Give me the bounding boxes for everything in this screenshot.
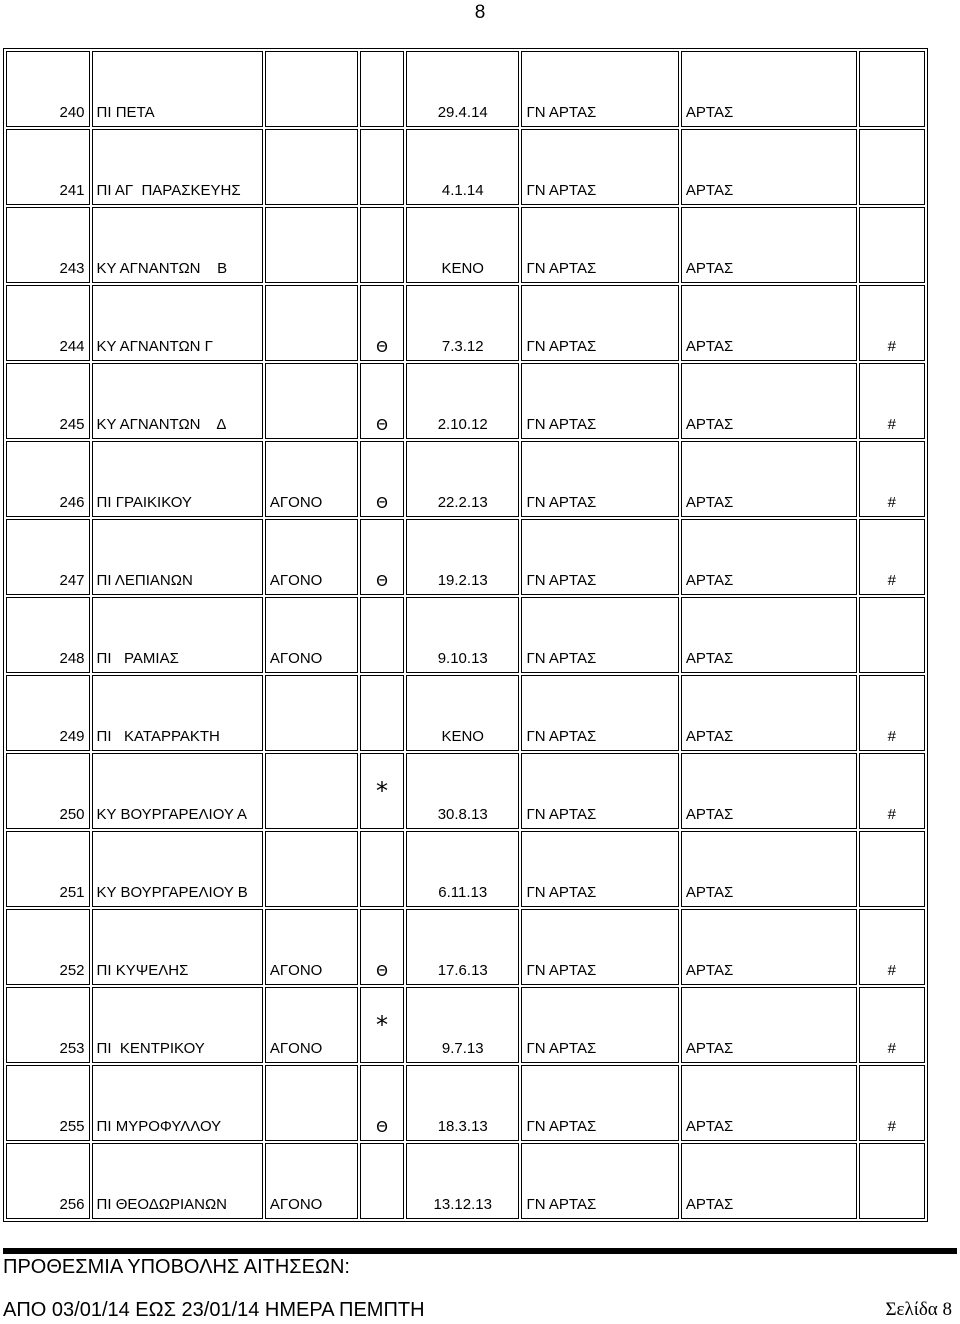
table-row xyxy=(6,675,925,751)
region-cell: ΑΡΤΑΣ xyxy=(681,363,857,439)
status-cell xyxy=(265,51,358,127)
table-row xyxy=(6,441,925,517)
authority-cell: ΓΝ ΑΡΤΑΣ xyxy=(521,675,678,751)
table-row xyxy=(6,597,925,673)
region-cell: ΑΡΤΑΣ xyxy=(681,519,857,595)
mark-symbol: Θ xyxy=(360,909,404,985)
region-cell: ΑΡΤΑΣ xyxy=(681,1065,857,1141)
row-id: 248 xyxy=(6,597,90,673)
facility-name: ΠΙ ΓΡΑΙΚΙΚΟΥ xyxy=(92,441,263,517)
row-id: 245 xyxy=(6,363,90,439)
table-row xyxy=(6,129,925,205)
status-cell: ΑΓΟΝΟ xyxy=(265,519,358,595)
authority-cell: ΓΝ ΑΡΤΑΣ xyxy=(521,363,678,439)
facility-name: ΠΙ ΘΕΟΔΩΡΙΑΝΩΝ xyxy=(92,1143,263,1219)
date-cell: 22.2.13 xyxy=(406,441,520,517)
facility-name: ΠΙ ΚΑΤΑΡΡΑΚΤΗ xyxy=(92,675,263,751)
mark-symbol: * xyxy=(360,987,404,1063)
status-cell: ΑΓΟΝΟ xyxy=(265,909,358,985)
mark-symbol xyxy=(360,129,404,205)
authority-cell: ΓΝ ΑΡΤΑΣ xyxy=(521,207,678,283)
status-cell: ΑΓΟΝΟ xyxy=(265,597,358,673)
flag-cell: # xyxy=(859,519,925,595)
row-id: 247 xyxy=(6,519,90,595)
deadline-title: ΠΡΟΘΕΣΜΙΑ ΥΠΟΒΟΛΗΣ ΑΙΤΗΣΕΩΝ: xyxy=(3,1256,350,1278)
date-cell: 2.10.12 xyxy=(406,363,520,439)
status-cell xyxy=(265,207,358,283)
row-id: 246 xyxy=(6,441,90,517)
row-id: 256 xyxy=(6,1143,90,1219)
table-row xyxy=(6,51,925,127)
facility-name: ΠΙ ΑΓ ΠΑΡΑΣΚΕΥΗΣ xyxy=(92,129,263,205)
mark-symbol: Θ xyxy=(360,363,404,439)
date-cell: 30.8.13 xyxy=(406,753,520,829)
region-cell: ΑΡΤΑΣ xyxy=(681,1143,857,1219)
region-cell: ΑΡΤΑΣ xyxy=(681,207,857,283)
flag-cell: # xyxy=(859,363,925,439)
flag-cell xyxy=(859,129,925,205)
mark-symbol xyxy=(360,597,404,673)
authority-cell: ΓΝ ΑΡΤΑΣ xyxy=(521,1143,678,1219)
region-cell: ΑΡΤΑΣ xyxy=(681,909,857,985)
row-id: 244 xyxy=(6,285,90,361)
facility-name: ΠΙ ΡΑΜΙΑΣ xyxy=(92,597,263,673)
row-id: 243 xyxy=(6,207,90,283)
authority-cell: ΓΝ ΑΡΤΑΣ xyxy=(521,987,678,1063)
region-cell: ΑΡΤΑΣ xyxy=(681,285,857,361)
mark-symbol xyxy=(360,1143,404,1219)
row-id: 240 xyxy=(6,51,90,127)
flag-cell xyxy=(859,831,925,907)
facility-name: ΚΥ ΑΓΝΑΝΤΩΝ Β xyxy=(92,207,263,283)
date-cell: 7.3.12 xyxy=(406,285,520,361)
date-cell: 19.2.13 xyxy=(406,519,520,595)
authority-cell: ΓΝ ΑΡΤΑΣ xyxy=(521,1065,678,1141)
status-cell xyxy=(265,1065,358,1141)
flag-cell: # xyxy=(859,987,925,1063)
date-cell: 17.6.13 xyxy=(406,909,520,985)
flag-cell xyxy=(859,597,925,673)
status-cell xyxy=(265,363,358,439)
table-row xyxy=(6,831,925,907)
table-row xyxy=(6,285,925,361)
date-cell: 18.3.13 xyxy=(406,1065,520,1141)
mark-symbol: Θ xyxy=(360,285,404,361)
row-id: 253 xyxy=(6,987,90,1063)
table-row xyxy=(6,753,925,829)
mark-symbol: Θ xyxy=(360,1065,404,1141)
region-cell: ΑΡΤΑΣ xyxy=(681,51,857,127)
row-id: 241 xyxy=(6,129,90,205)
mark-symbol: Θ xyxy=(360,519,404,595)
status-cell xyxy=(265,129,358,205)
flag-cell xyxy=(859,51,925,127)
row-id: 255 xyxy=(6,1065,90,1141)
authority-cell: ΓΝ ΑΡΤΑΣ xyxy=(521,753,678,829)
footer-divider xyxy=(3,1248,957,1253)
region-cell: ΑΡΤΑΣ xyxy=(681,597,857,673)
mark-symbol: * xyxy=(360,753,404,829)
authority-cell: ΓΝ ΑΡΤΑΣ xyxy=(521,285,678,361)
authority-cell: ΓΝ ΑΡΤΑΣ xyxy=(521,831,678,907)
authority-cell: ΓΝ ΑΡΤΑΣ xyxy=(521,597,678,673)
positions-table xyxy=(3,48,928,1222)
row-id: 251 xyxy=(6,831,90,907)
flag-cell: # xyxy=(859,441,925,517)
mark-symbol xyxy=(360,51,404,127)
flag-cell xyxy=(859,1143,925,1219)
facility-name: ΠΙ ΚΕΝΤΡΙΚΟΥ xyxy=(92,987,263,1063)
date-cell: 9.10.13 xyxy=(406,597,520,673)
page-number: 8 xyxy=(474,2,486,23)
region-cell: ΑΡΤΑΣ xyxy=(681,753,857,829)
region-cell: ΑΡΤΑΣ xyxy=(681,129,857,205)
deadline-range: ΑΠΟ 03/01/14 ΕΩΣ 23/01/14 ΗΜΕΡΑ ΠΕΜΠΤΗ xyxy=(3,1299,425,1321)
facility-name: ΠΙ ΜΥΡΟΦΥΛΛΟΥ xyxy=(92,1065,263,1141)
authority-cell: ΓΝ ΑΡΤΑΣ xyxy=(521,129,678,205)
mark-symbol xyxy=(360,675,404,751)
region-cell: ΑΡΤΑΣ xyxy=(681,441,857,517)
mark-symbol xyxy=(360,831,404,907)
authority-cell: ΓΝ ΑΡΤΑΣ xyxy=(521,441,678,517)
status-cell: ΑΓΟΝΟ xyxy=(265,1143,358,1219)
facility-name: ΠΙ ΠΕΤΑ xyxy=(92,51,263,127)
status-cell: ΑΓΟΝΟ xyxy=(265,987,358,1063)
table-row xyxy=(6,1065,925,1141)
status-cell xyxy=(265,285,358,361)
region-cell: ΑΡΤΑΣ xyxy=(681,675,857,751)
status-cell: ΑΓΟΝΟ xyxy=(265,441,358,517)
flag-cell: # xyxy=(859,1065,925,1141)
facility-name: ΚΥ ΑΓΝΑΝΤΩΝ Γ xyxy=(92,285,263,361)
facility-name: ΚΥ ΑΓΝΑΝΤΩΝ Δ xyxy=(92,363,263,439)
date-cell: ΚΕΝΟ xyxy=(406,207,520,283)
table-row xyxy=(6,987,925,1063)
row-id: 250 xyxy=(6,753,90,829)
facility-name: ΚΥ ΒΟΥΡΓΑΡΕΛΙΟΥ Β xyxy=(92,831,263,907)
flag-cell: # xyxy=(859,909,925,985)
flag-cell: # xyxy=(859,753,925,829)
authority-cell: ΓΝ ΑΡΤΑΣ xyxy=(521,519,678,595)
table-body xyxy=(6,51,925,1219)
page-label: Σελίδα 8 xyxy=(885,1299,952,1320)
flag-cell: # xyxy=(859,285,925,361)
authority-cell: ΓΝ ΑΡΤΑΣ xyxy=(521,909,678,985)
date-cell: 29.4.14 xyxy=(406,51,520,127)
row-id: 249 xyxy=(6,675,90,751)
date-cell: 9.7.13 xyxy=(406,987,520,1063)
date-cell: 6.11.13 xyxy=(406,831,520,907)
mark-symbol: Θ xyxy=(360,441,404,517)
facility-name: ΠΙ ΛΕΠΙΑΝΩΝ xyxy=(92,519,263,595)
table-row xyxy=(6,909,925,985)
table-row xyxy=(6,1143,925,1219)
status-cell xyxy=(265,753,358,829)
row-id: 252 xyxy=(6,909,90,985)
status-cell xyxy=(265,675,358,751)
status-cell xyxy=(265,831,358,907)
facility-name: ΚΥ ΒΟΥΡΓΑΡΕΛΙΟΥ Α xyxy=(92,753,263,829)
region-cell: ΑΡΤΑΣ xyxy=(681,987,857,1063)
table-row xyxy=(6,207,925,283)
flag-cell: # xyxy=(859,675,925,751)
date-cell: 4.1.14 xyxy=(406,129,520,205)
facility-name: ΠΙ ΚΥΨΕΛΗΣ xyxy=(92,909,263,985)
region-cell: ΑΡΤΑΣ xyxy=(681,831,857,907)
flag-cell xyxy=(859,207,925,283)
date-cell: ΚΕΝΟ xyxy=(406,675,520,751)
authority-cell: ΓΝ ΑΡΤΑΣ xyxy=(521,51,678,127)
table-row xyxy=(6,519,925,595)
table-row xyxy=(6,363,925,439)
mark-symbol xyxy=(360,207,404,283)
date-cell: 13.12.13 xyxy=(406,1143,520,1219)
